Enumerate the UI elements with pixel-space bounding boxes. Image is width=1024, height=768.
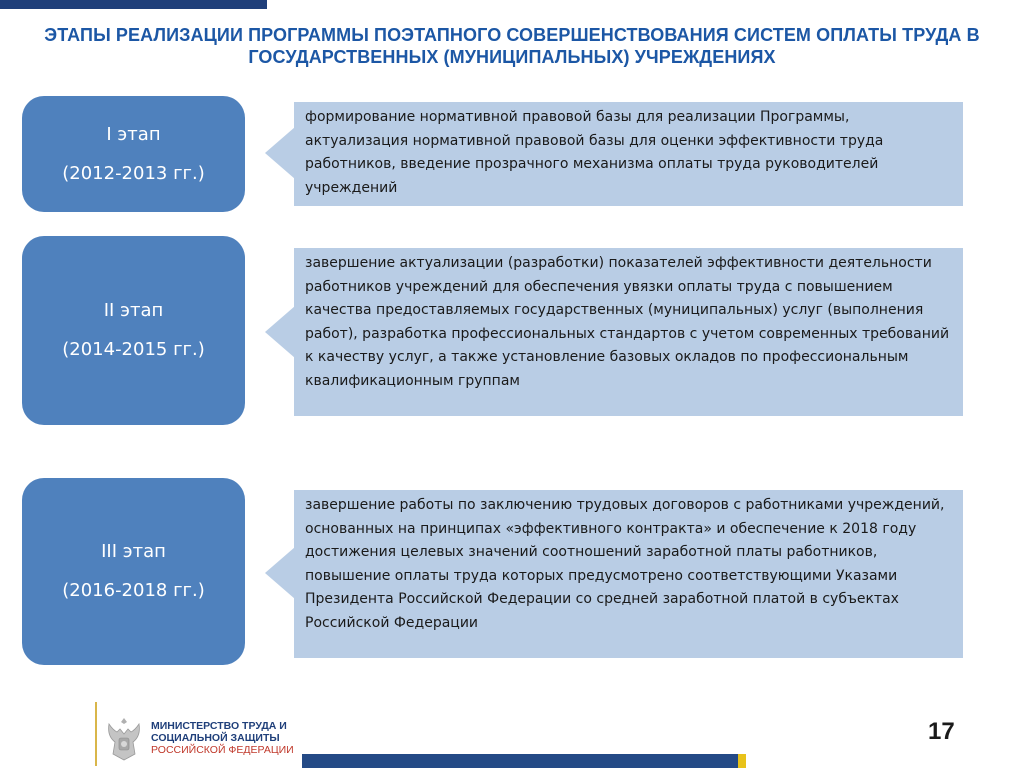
footer-bar bbox=[302, 754, 738, 768]
stage-3-pointer bbox=[265, 547, 295, 599]
slide-title: ЭТАПЫ РЕАЛИЗАЦИИ ПРОГРАММЫ ПОЭТАПНОГО СОВЕРШЕНСТВОВАНИЯ СИСТЕМ ОПЛАТЫ ТРУДА В ГОСУДАРСТВЕННЫХ (МУНИЦИПАЛЬНЫХ) УЧРЕЖДЕНИЯХ bbox=[44, 25, 980, 67]
ministry-name bbox=[151, 720, 294, 756]
coat-of-arms-icon bbox=[103, 714, 145, 764]
stage-1-pointer bbox=[265, 127, 295, 179]
stage-2-name: II этап bbox=[103, 300, 164, 321]
stage-2-box bbox=[22, 236, 245, 425]
stage-2-description: завершение актуализации (разработки) показателей эффективности деятельности работников учреждений для обеспечения увязки оплаты труда с повышением качества предоставляемых государственных (муниципальных) услуг (выполнения работ), разработка профессиональных стандартов с учетом современных требований к качеству услуг, а также установление базовых окладов по профессиональным квалификационным группам bbox=[294, 248, 963, 416]
page-number: 17 bbox=[928, 718, 955, 745]
stage-1-years: (2012-2013 гг.) bbox=[62, 162, 205, 184]
stage-2-years: (2014-2015 гг.) bbox=[62, 339, 205, 360]
top-corner-bar bbox=[0, 0, 267, 9]
stage-3-name: III этап bbox=[101, 541, 166, 562]
stage-1-description: формирование нормативной правовой базы для реализации Программы, актуализация нормативной правовой базы для оценки эффективности труда работников, введение прозрачного механизма оплаты труда руководителей учреждений bbox=[294, 102, 963, 206]
footer-accent-bar bbox=[738, 754, 746, 768]
stage-1-name: I этап bbox=[106, 123, 161, 145]
footer-divider bbox=[95, 702, 97, 766]
ministry-line-3: РОССИЙСКОЙ ФЕДЕРАЦИИ bbox=[151, 744, 294, 756]
ministry-line-1: МИНИСТЕРСТВО ТРУДА И bbox=[151, 720, 287, 732]
stage-1-box bbox=[22, 96, 245, 212]
stage-3-box bbox=[22, 478, 245, 665]
ministry-line-2: СОЦИАЛЬНОЙ ЗАЩИТЫ bbox=[151, 732, 280, 744]
stage-2-pointer bbox=[265, 306, 295, 358]
stage-3-description: завершение работы по заключению трудовых договоров с работниками учреждений, основанных на принципах «эффективного контракта» и обеспечение к 2018 году достижения целевых значений соотношений заработной платы работников, повышение оплаты труда которых предусмотрено соответствующими Указами Президента Российской Федерации со средней заработной платой в субъектах Российской Федерации bbox=[294, 490, 963, 658]
stage-3-years: (2016-2018 гг.) bbox=[62, 580, 205, 601]
